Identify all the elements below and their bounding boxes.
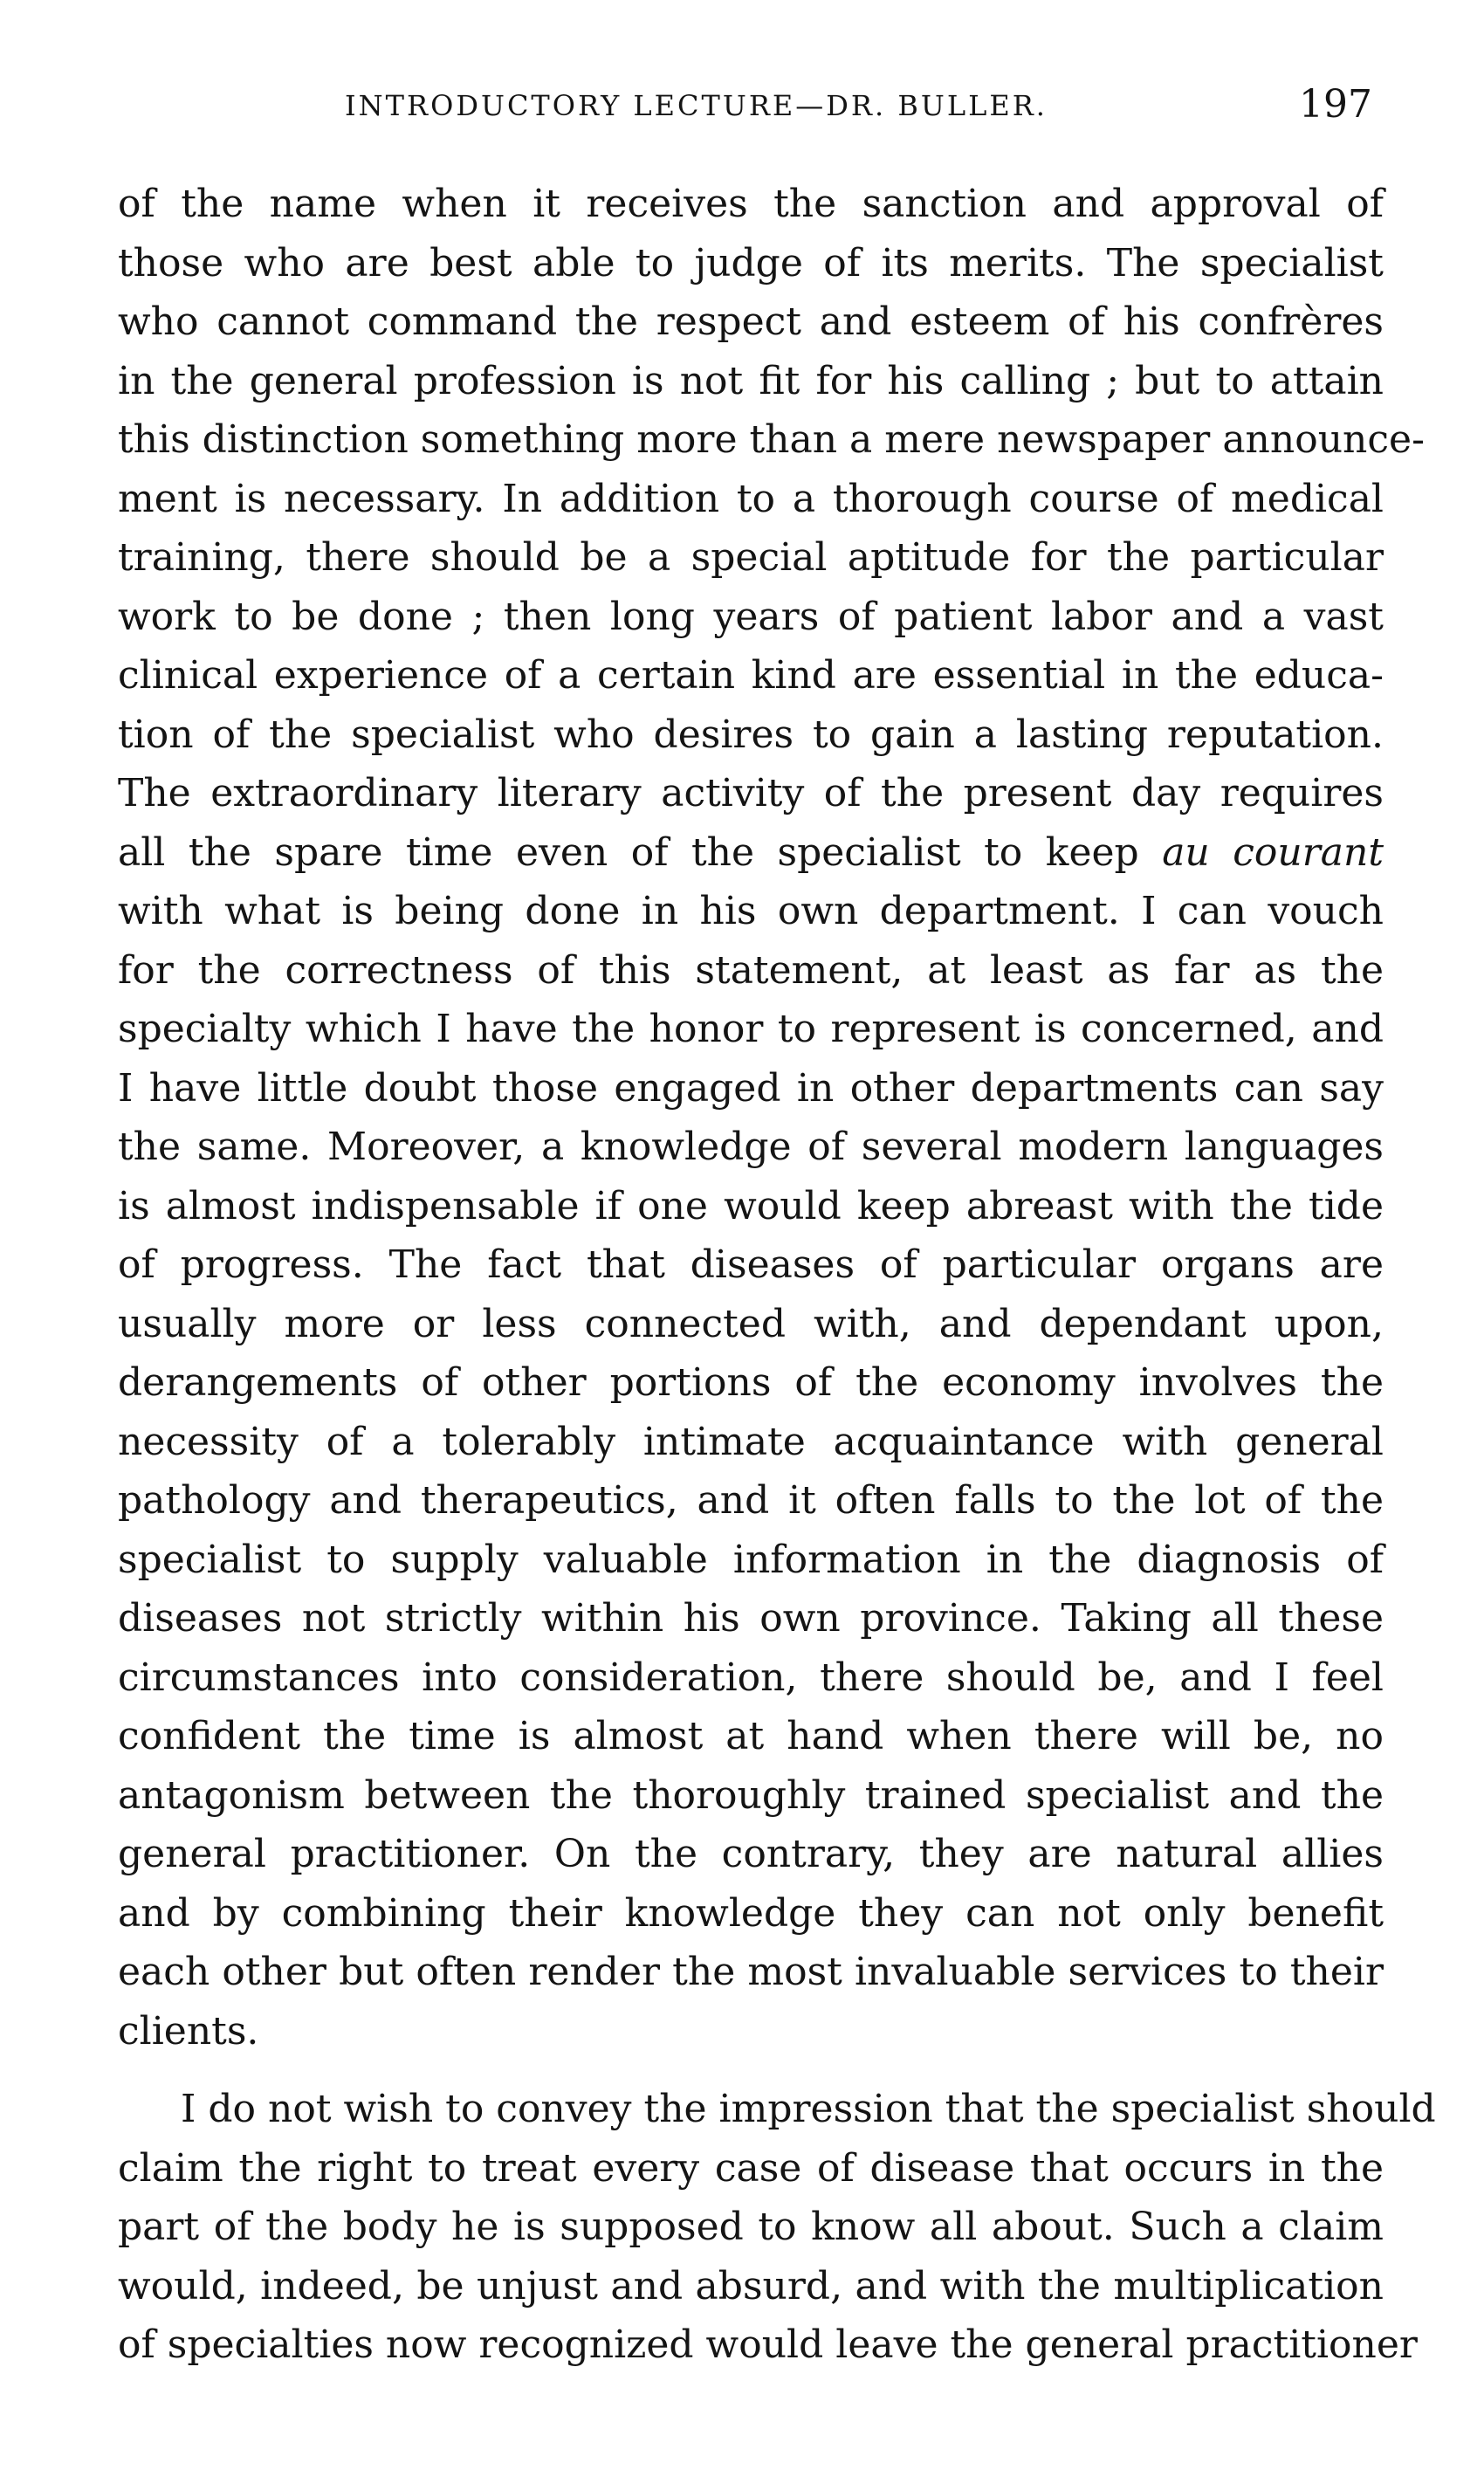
text-line: specialty which I have the honor to represent is concerned, and (118, 1007, 1384, 1051)
text-line: antagonism between the thoroughly trained specialist and the (118, 1772, 1384, 1818)
text-line: I have little doubt those engaged in other departments can say (118, 1065, 1384, 1111)
text-line: is almost indispensable if one would keep abreast with the tide (118, 1183, 1384, 1228)
text-line: necessity of a tolerably intimate acquaintance with general (118, 1419, 1384, 1464)
text-line: claim the right to treat every case of disease that occurs in the (118, 2145, 1384, 2191)
text-line: ment is necessary. In addition to a thorough course of medical (118, 476, 1384, 521)
page-number: 197 (1299, 82, 1372, 127)
text-line: The extraordinary literary activity of the present day requires (118, 771, 1384, 815)
body-text (118, 175, 1436, 2375)
text-line: tion of the specialist who desires to gain a lasting reputation. (118, 712, 1384, 757)
text-line: would, indeed, be unjust and absurd, and with the multiplication (118, 2263, 1384, 2308)
text-line: training, there should be a special aptitude for the particular (118, 535, 1384, 580)
text-line: work to be done ; then long years of patient labor and a vast (118, 594, 1384, 639)
text-line: usually more or less connected with, and dependant upon, (118, 1301, 1384, 1346)
text-line: who cannot command the respect and esteem of his confrères (118, 299, 1384, 344)
text-line: of the name when it receives the sanction and approval of (118, 182, 1384, 226)
page-header (113, 82, 1397, 141)
text-line: of progress. The fact that diseases of particular organs are (118, 1242, 1384, 1287)
text-line: those who are best able to judge of its merits. The specialist (118, 240, 1384, 286)
text-line: all the spare time even of the specialist to keep au courant (118, 829, 1384, 875)
text-line: general practitioner. On the contrary, they are natural allies (118, 1832, 1384, 1876)
text-line: this distinction something more than a mere newspaper announce- (118, 417, 1425, 462)
text-line: and by combining their knowledge they can not only benefit (118, 1890, 1384, 1936)
running-title: INTRODUCTORY LECTURE—DR. BULLER. (345, 89, 1048, 122)
text-line: clients. (118, 2008, 259, 2054)
text-line: each other but often render the most invaluable services to their (118, 1950, 1384, 1994)
text-line: the same. Moreover, a knowledge of several modern languages (118, 1125, 1384, 1169)
text-line: in the general profession is not fit for his calling ; but to attain (118, 358, 1384, 403)
text-line: part of the body he is supposed to know all about. Such a claim (118, 2205, 1384, 2249)
text-line: confident the time is almost at hand when there will be, no (118, 1714, 1384, 1758)
text-line: derangements of other portions of the economy involves the (118, 1360, 1384, 1405)
text-line: clinical experience of a certain kind are essential in the educa- (118, 653, 1384, 698)
paragraph-gap (118, 2061, 1384, 2080)
text-line: diseases not strictly within his own province. Taking all these (118, 1596, 1384, 1641)
text-line: with what is being done in his own department. I can vouch (118, 889, 1384, 933)
text-line: I do not wish to convey the impression that the specialist should (181, 2087, 1436, 2131)
text-line: pathology and therapeutics, and it often falls to the lot of the (118, 1478, 1384, 1523)
italic-phrase: au courant (1162, 829, 1384, 875)
text-line: of specialties now recognized would leave the general practitioner (118, 2322, 1418, 2367)
text-line: specialist to supply valuable information in the diagnosis of (118, 1537, 1384, 1582)
text-line: circumstances into consideration, there should be, and I feel (118, 1655, 1384, 1700)
text-line: for the correctness of this statement, at least as far as the (118, 947, 1384, 993)
paragraph (118, 175, 1425, 2061)
paragraph (118, 2080, 1436, 2375)
